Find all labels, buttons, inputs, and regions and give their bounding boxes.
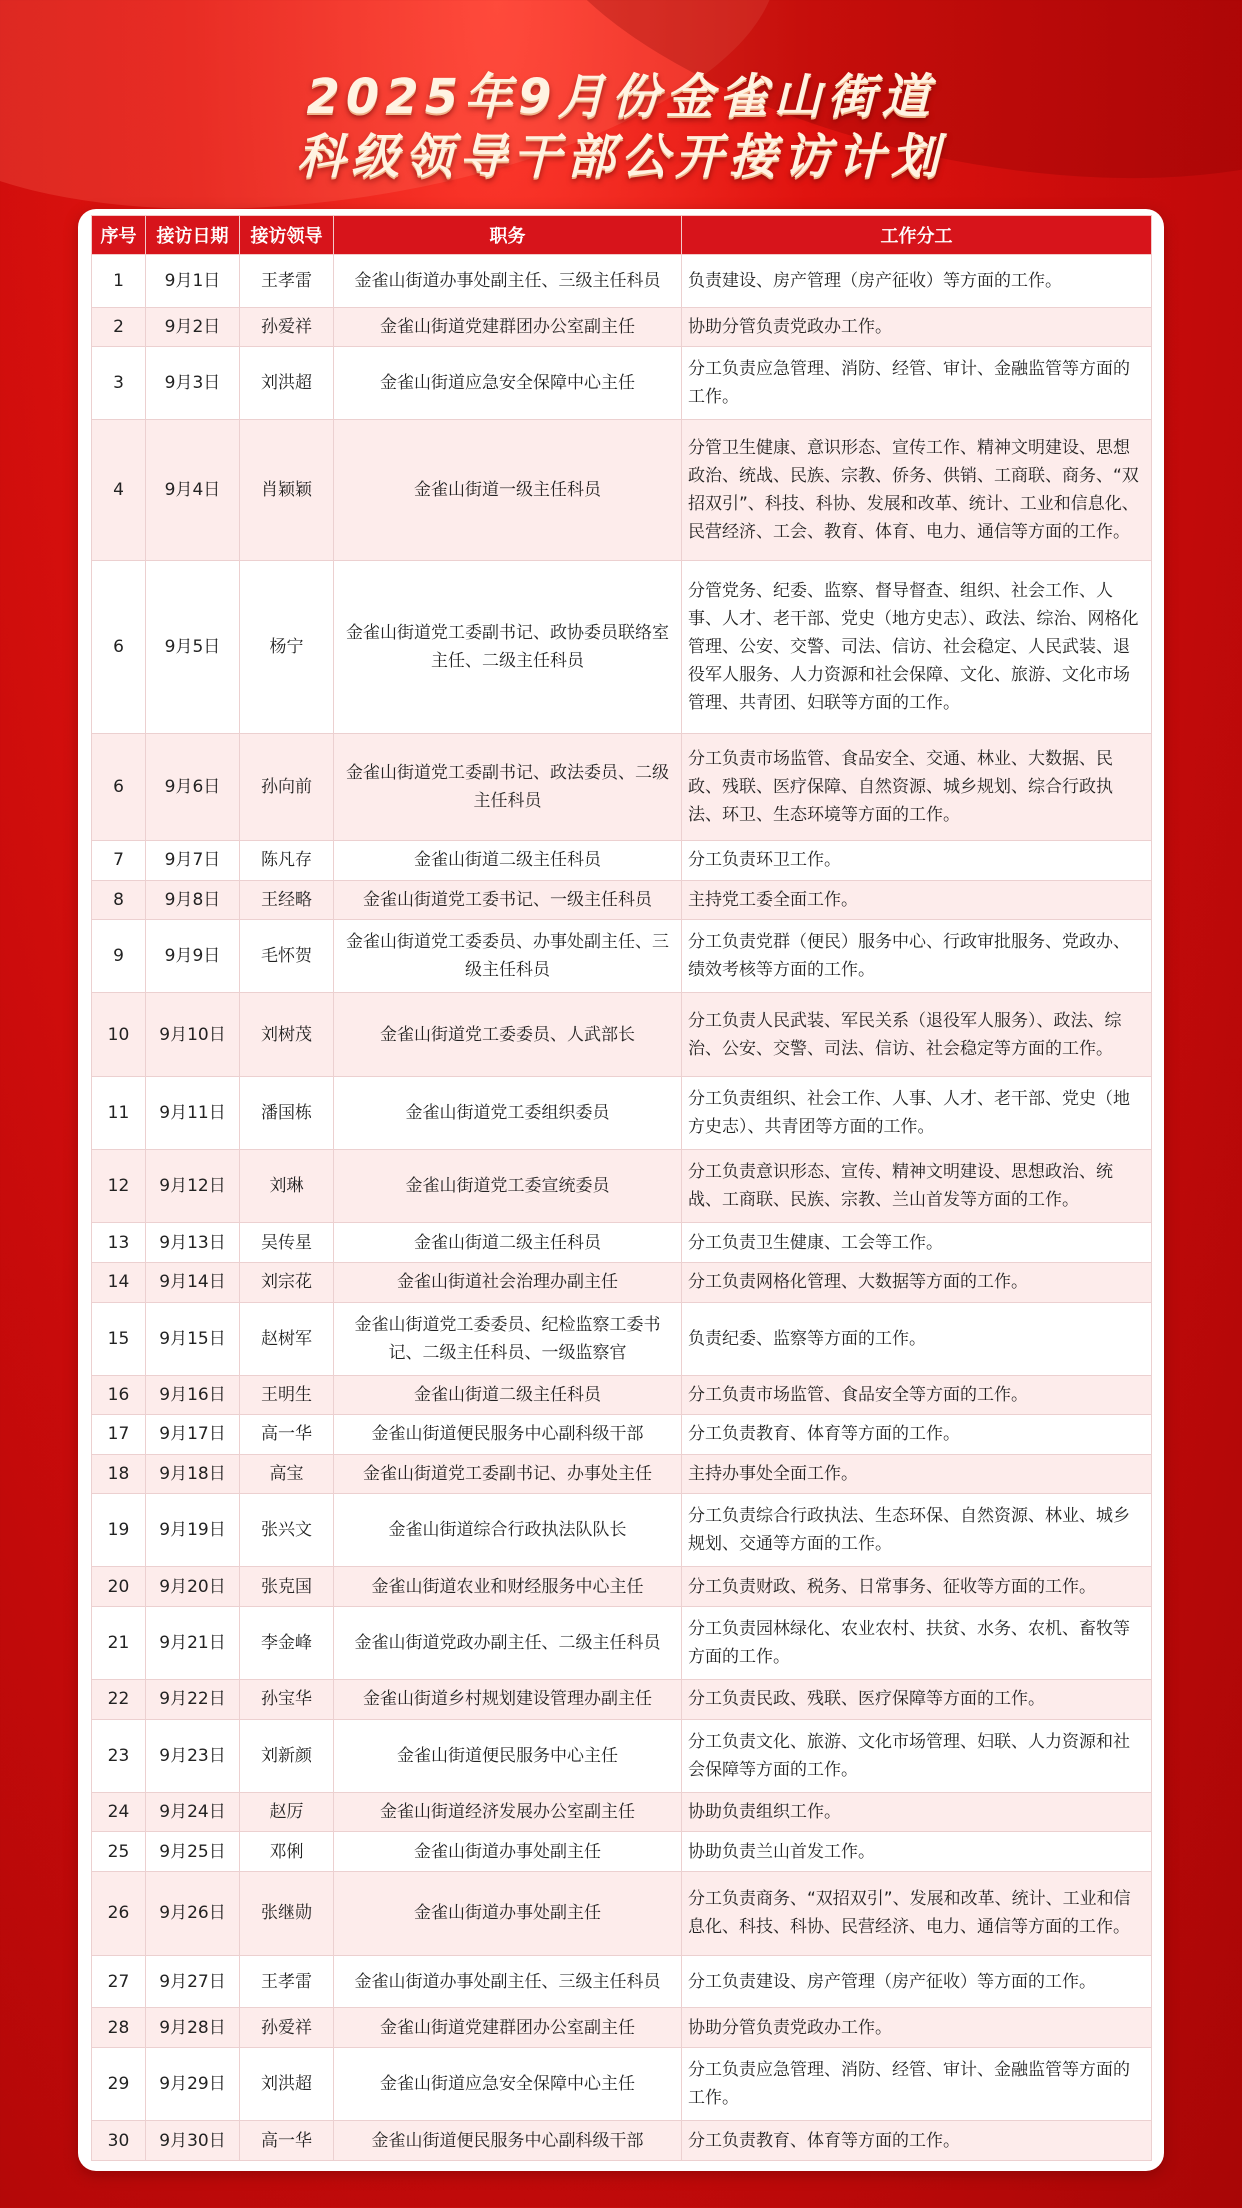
cell-leader: 刘新颜 — [240, 1719, 334, 1792]
table-row — [92, 1955, 1152, 2008]
schedule-table — [91, 215, 1152, 2161]
table-row — [92, 841, 1152, 881]
cell-date: 9月19日 — [146, 1494, 240, 1567]
cell-duty: 分工负责卫生健康、工会等工作。 — [682, 1223, 1152, 1263]
cell-index: 15 — [92, 1302, 146, 1375]
table-header-row — [92, 216, 1152, 255]
schedule-card — [78, 209, 1164, 2171]
cell-duty: 分管党务、纪委、监察、督导督查、组织、社会工作、人事、人才、老干部、党史（地方史志）、政法、综治、网格化管理、公安、交警、司法、信访、社会稳定、人民武装、退役军人服务、人力资源和社会保障、文化、旅游、文化市场管理、共青团、妇联等方面的工作。 — [682, 560, 1152, 734]
cell-duty: 协助分管负责党政办工作。 — [682, 2008, 1152, 2048]
cell-index: 3 — [92, 347, 146, 420]
cell-index: 14 — [92, 1263, 146, 1303]
cell-leader: 刘琳 — [240, 1150, 334, 1223]
cell-duty: 负责建设、房产管理（房产征收）等方面的工作。 — [682, 255, 1152, 308]
cell-duty: 分工负责教育、体育等方面的工作。 — [682, 2121, 1152, 2161]
cell-date: 9月27日 — [146, 1955, 240, 2008]
table-row — [92, 1871, 1152, 1955]
cell-position: 金雀山街道党工委组织委员 — [334, 1077, 682, 1150]
cell-index: 24 — [92, 1792, 146, 1832]
cell-leader: 张兴文 — [240, 1494, 334, 1567]
cell-duty: 分工负责网格化管理、大数据等方面的工作。 — [682, 1263, 1152, 1303]
table-row — [92, 2048, 1152, 2121]
cell-position: 金雀山街道党建群团办公室副主任 — [334, 307, 682, 347]
cell-duty: 分工负责教育、体育等方面的工作。 — [682, 1415, 1152, 1455]
table-row — [92, 880, 1152, 920]
cell-date: 9月9日 — [146, 920, 240, 993]
cell-leader: 李金峰 — [240, 1606, 334, 1679]
table-row — [92, 1077, 1152, 1150]
cell-duty: 分工负责应急管理、消防、经管、审计、金融监管等方面的工作。 — [682, 347, 1152, 420]
cell-index: 2 — [92, 307, 146, 347]
cell-date: 9月23日 — [146, 1719, 240, 1792]
cell-date: 9月30日 — [146, 2121, 240, 2161]
table-row — [92, 1375, 1152, 1415]
cell-date: 9月20日 — [146, 1567, 240, 1607]
header-index: 序号 — [92, 216, 146, 255]
cell-position: 金雀山街道便民服务中心主任 — [334, 1719, 682, 1792]
table-row — [92, 1454, 1152, 1494]
cell-leader: 赵树军 — [240, 1302, 334, 1375]
cell-position: 金雀山街道党工委副书记、办事处主任 — [334, 1454, 682, 1494]
cell-date: 9月13日 — [146, 1223, 240, 1263]
cell-date: 9月7日 — [146, 841, 240, 881]
header-leader: 接访领导 — [240, 216, 334, 255]
cell-duty: 协助负责组织工作。 — [682, 1792, 1152, 1832]
cell-date: 9月16日 — [146, 1375, 240, 1415]
cell-index: 25 — [92, 1832, 146, 1872]
cell-index: 1 — [92, 255, 146, 308]
cell-duty: 分工负责党群（便民）服务中心、行政审批服务、党政办、绩效考核等方面的工作。 — [682, 920, 1152, 993]
cell-date: 9月15日 — [146, 1302, 240, 1375]
cell-index: 18 — [92, 1454, 146, 1494]
cell-leader: 王孝雷 — [240, 1955, 334, 2008]
cell-position: 金雀山街道便民服务中心副科级干部 — [334, 1415, 682, 1455]
cell-leader: 高一华 — [240, 2121, 334, 2161]
cell-position: 金雀山街道办事处副主任 — [334, 1871, 682, 1955]
table-row — [92, 1302, 1152, 1375]
table-row — [92, 920, 1152, 993]
table-row — [92, 2121, 1152, 2161]
cell-position: 金雀山街道便民服务中心副科级干部 — [334, 2121, 682, 2161]
cell-duty: 分工负责市场监管、食品安全、交通、林业、大数据、民政、残联、医疗保障、自然资源、城乡规划、综合行政执法、环卫、生态环境等方面的工作。 — [682, 734, 1152, 841]
header-position: 职务 — [334, 216, 682, 255]
cell-leader: 高宝 — [240, 1454, 334, 1494]
cell-position: 金雀山街道乡村规划建设管理办副主任 — [334, 1680, 682, 1720]
cell-leader: 孙宝华 — [240, 1680, 334, 1720]
cell-position: 金雀山街道党建群团办公室副主任 — [334, 2008, 682, 2048]
cell-index: 9 — [92, 920, 146, 993]
cell-position: 金雀山街道社会治理办副主任 — [334, 1263, 682, 1303]
cell-leader: 王明生 — [240, 1375, 334, 1415]
cell-position: 金雀山街道党工委委员、人武部长 — [334, 993, 682, 1077]
cell-date: 9月10日 — [146, 993, 240, 1077]
table-row — [92, 1719, 1152, 1792]
cell-position: 金雀山街道办事处副主任、三级主任科员 — [334, 1955, 682, 2008]
table-row — [92, 1150, 1152, 1223]
table-row — [92, 734, 1152, 841]
cell-leader: 吴传星 — [240, 1223, 334, 1263]
cell-date: 9月25日 — [146, 1832, 240, 1872]
cell-date: 9月2日 — [146, 307, 240, 347]
cell-duty: 协助负责兰山首发工作。 — [682, 1832, 1152, 1872]
cell-date: 9月6日 — [146, 734, 240, 841]
table-row — [92, 1567, 1152, 1607]
cell-index: 12 — [92, 1150, 146, 1223]
cell-date: 9月14日 — [146, 1263, 240, 1303]
cell-duty: 分工负责商务、“双招双引”、发展和改革、统计、工业和信息化、科技、科协、民营经济、电力、通信等方面的工作。 — [682, 1871, 1152, 1955]
cell-index: 21 — [92, 1606, 146, 1679]
cell-duty: 分工负责民政、残联、医疗保障等方面的工作。 — [682, 1680, 1152, 1720]
cell-date: 9月29日 — [146, 2048, 240, 2121]
cell-date: 9月28日 — [146, 2008, 240, 2048]
cell-duty: 分工负责应急管理、消防、经管、审计、金融监管等方面的工作。 — [682, 2048, 1152, 2121]
cell-leader: 赵厉 — [240, 1792, 334, 1832]
cell-position: 金雀山街道党政办副主任、二级主任科员 — [334, 1606, 682, 1679]
cell-index: 20 — [92, 1567, 146, 1607]
cell-index: 11 — [92, 1077, 146, 1150]
cell-date: 9月17日 — [146, 1415, 240, 1455]
cell-position: 金雀山街道党工委书记、一级主任科员 — [334, 880, 682, 920]
cell-leader: 高一华 — [240, 1415, 334, 1455]
table-row — [92, 1494, 1152, 1567]
page-title-line2: 科级领导干部公开接访计划 — [296, 129, 945, 185]
cell-position: 金雀山街道党工委副书记、政协委员联络室主任、二级主任科员 — [334, 560, 682, 734]
cell-leader: 张继勋 — [240, 1871, 334, 1955]
cell-index: 17 — [92, 1415, 146, 1455]
page-title-line1: 2025年9月份金雀山街道 — [306, 69, 936, 125]
cell-leader: 孙爱祥 — [240, 2008, 334, 2048]
cell-position: 金雀山街道党工委副书记、政法委员、二级主任科员 — [334, 734, 682, 841]
cell-duty: 分工负责组织、社会工作、人事、人才、老干部、党史（地方史志）、共青团等方面的工作。 — [682, 1077, 1152, 1150]
cell-date: 9月1日 — [146, 255, 240, 308]
cell-position: 金雀山街道二级主任科员 — [334, 841, 682, 881]
cell-leader: 杨宁 — [240, 560, 334, 734]
cell-index: 28 — [92, 2008, 146, 2048]
cell-index: 23 — [92, 1719, 146, 1792]
table-row — [92, 307, 1152, 347]
cell-duty: 主持党工委全面工作。 — [682, 880, 1152, 920]
cell-date: 9月21日 — [146, 1606, 240, 1679]
cell-position: 金雀山街道二级主任科员 — [334, 1375, 682, 1415]
cell-position: 金雀山街道应急安全保障中心主任 — [334, 2048, 682, 2121]
cell-leader: 孙爱祥 — [240, 307, 334, 347]
cell-date: 9月4日 — [146, 420, 240, 560]
cell-leader: 刘洪超 — [240, 2048, 334, 2121]
cell-leader: 潘国栋 — [240, 1077, 334, 1150]
cell-leader: 肖颖颖 — [240, 420, 334, 560]
cell-position: 金雀山街道农业和财经服务中心主任 — [334, 1567, 682, 1607]
cell-index: 4 — [92, 420, 146, 560]
table-row — [92, 1680, 1152, 1720]
cell-duty: 分工负责园林绿化、农业农村、扶贫、水务、农机、畜牧等方面的工作。 — [682, 1606, 1152, 1679]
cell-duty: 分工负责综合行政执法、生态环保、自然资源、林业、城乡规划、交通等方面的工作。 — [682, 1494, 1152, 1567]
cell-duty: 分工负责建设、房产管理（房产征收）等方面的工作。 — [682, 1955, 1152, 2008]
cell-date: 9月22日 — [146, 1680, 240, 1720]
cell-index: 8 — [92, 880, 146, 920]
cell-duty: 分工负责意识形态、宣传、精神文明建设、思想政治、统战、工商联、民族、宗教、兰山首发等方面的工作。 — [682, 1150, 1152, 1223]
cell-leader: 王孝雷 — [240, 255, 334, 308]
cell-index: 13 — [92, 1223, 146, 1263]
cell-duty: 分工负责人民武装、军民关系（退役军人服务）、政法、综治、公安、交警、司法、信访、社会稳定等方面的工作。 — [682, 993, 1152, 1077]
cell-leader: 刘宗花 — [240, 1263, 334, 1303]
cell-leader: 张克国 — [240, 1567, 334, 1607]
cell-duty: 协助分管负责党政办工作。 — [682, 307, 1152, 347]
cell-leader: 孙向前 — [240, 734, 334, 841]
cell-position: 金雀山街道党工委委员、办事处副主任、三级主任科员 — [334, 920, 682, 993]
table-row — [92, 1223, 1152, 1263]
cell-index: 10 — [92, 993, 146, 1077]
cell-date: 9月11日 — [146, 1077, 240, 1150]
cell-index: 27 — [92, 1955, 146, 2008]
cell-index: 16 — [92, 1375, 146, 1415]
cell-index: 30 — [92, 2121, 146, 2161]
cell-index: 22 — [92, 1680, 146, 1720]
table-row — [92, 1263, 1152, 1303]
table-row — [92, 560, 1152, 734]
cell-date: 9月8日 — [146, 880, 240, 920]
cell-position: 金雀山街道综合行政执法队队长 — [334, 1494, 682, 1567]
cell-date: 9月18日 — [146, 1454, 240, 1494]
cell-position: 金雀山街道应急安全保障中心主任 — [334, 347, 682, 420]
cell-date: 9月24日 — [146, 1792, 240, 1832]
cell-index: 7 — [92, 841, 146, 881]
cell-date: 9月12日 — [146, 1150, 240, 1223]
cell-duty: 主持办事处全面工作。 — [682, 1454, 1152, 1494]
table-row — [92, 1415, 1152, 1455]
cell-position: 金雀山街道党工委宣统委员 — [334, 1150, 682, 1223]
cell-position: 金雀山街道经济发展办公室副主任 — [334, 1792, 682, 1832]
cell-position: 金雀山街道办事处副主任 — [334, 1832, 682, 1872]
cell-duty: 分工负责环卫工作。 — [682, 841, 1152, 881]
cell-position: 金雀山街道办事处副主任、三级主任科员 — [334, 255, 682, 308]
cell-date: 9月3日 — [146, 347, 240, 420]
table-row — [92, 1792, 1152, 1832]
table-body — [92, 255, 1152, 2161]
table-row — [92, 993, 1152, 1077]
cell-leader: 邓俐 — [240, 1832, 334, 1872]
cell-duty: 分工负责市场监管、食品安全等方面的工作。 — [682, 1375, 1152, 1415]
cell-index: 29 — [92, 2048, 146, 2121]
cell-duty: 分工负责财政、税务、日常事务、征收等方面的工作。 — [682, 1567, 1152, 1607]
cell-leader: 刘洪超 — [240, 347, 334, 420]
header-duty: 工作分工 — [682, 216, 1152, 255]
cell-duty: 负责纪委、监察等方面的工作。 — [682, 1302, 1152, 1375]
table-row — [92, 1606, 1152, 1679]
header-date: 接访日期 — [146, 216, 240, 255]
cell-leader: 毛怀贺 — [240, 920, 334, 993]
cell-index: 6 — [92, 734, 146, 841]
cell-position: 金雀山街道党工委委员、纪检监察工委书记、二级主任科员、一级监察官 — [334, 1302, 682, 1375]
cell-duty: 分工负责文化、旅游、文化市场管理、妇联、人力资源和社会保障等方面的工作。 — [682, 1719, 1152, 1792]
cell-date: 9月5日 — [146, 560, 240, 734]
cell-leader: 陈凡存 — [240, 841, 334, 881]
table-row — [92, 255, 1152, 308]
cell-index: 6 — [92, 560, 146, 734]
table-row — [92, 420, 1152, 560]
cell-date: 9月26日 — [146, 1871, 240, 1955]
cell-leader: 刘树茂 — [240, 993, 334, 1077]
cell-position: 金雀山街道二级主任科员 — [334, 1223, 682, 1263]
cell-duty: 分管卫生健康、意识形态、宣传工作、精神文明建设、思想政治、统战、民族、宗教、侨务、供销、工商联、商务、“双招双引”、科技、科协、发展和改革、统计、工业和信息化、民营经济、工会、教育、体育、电力、通信等方面的工作。 — [682, 420, 1152, 560]
cell-leader: 王经略 — [240, 880, 334, 920]
table-row — [92, 2008, 1152, 2048]
cell-index: 19 — [92, 1494, 146, 1567]
cell-position: 金雀山街道一级主任科员 — [334, 420, 682, 560]
table-row — [92, 347, 1152, 420]
table-row — [92, 1832, 1152, 1872]
cell-index: 26 — [92, 1871, 146, 1955]
